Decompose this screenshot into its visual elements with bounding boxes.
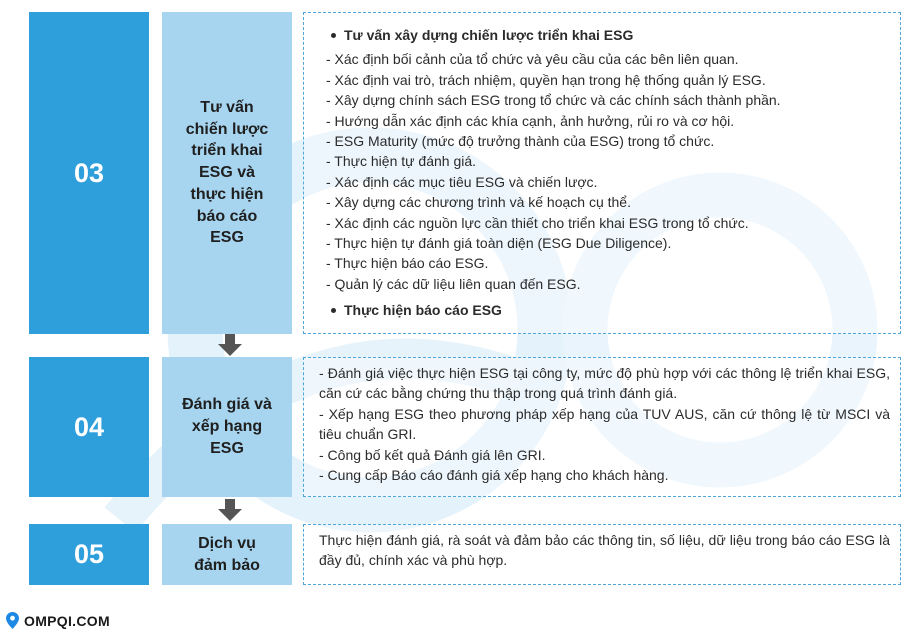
row-04-title: [162, 357, 292, 497]
row-05-title: [162, 524, 292, 585]
list-item: - Xác định vai trò, trách nhiệm, quyền hạn trong hệ thống quản lý ESG.: [326, 71, 766, 88]
row-03-number: 03: [29, 12, 149, 334]
row-05-text: Thực hiện đánh giá, rà soát và đảm bảo các thông tin, số liệu, dữ liệu trong báo cáo ESG là đầy đủ, chính xác và phù hợp.: [319, 532, 890, 569]
title-line: thực hiện: [190, 185, 264, 203]
list-item: - Hướng dẫn xác định các khía cạnh, ảnh hưởng, rủi ro và cơ hội.: [326, 112, 735, 129]
title-line: ESG và: [198, 164, 255, 182]
row-03-title: [162, 12, 292, 334]
title-line: chiến lược: [185, 120, 269, 138]
location-pin-icon: [6, 612, 19, 629]
list-item: - Xây dựng chính sách ESG trong tổ chức và các chính sách thành phần.: [326, 92, 781, 109]
list-item: - Công bố kết quả Đánh giá lên GRI.: [319, 446, 546, 463]
arrow-down-icon: [218, 499, 242, 521]
arrow-down-icon: [218, 334, 242, 356]
footer-brand[interactable]: OMPQI.COM: [24, 612, 110, 629]
title-line: đảm bảo: [194, 556, 260, 574]
bullet-heading: Tư vấn xây dựng chiến lược triển khai ESG: [326, 25, 890, 45]
row-04-content: [303, 357, 901, 497]
bullet-heading: Thực hiện báo cáo ESG: [326, 300, 890, 320]
title-line: Tư vấn: [200, 98, 254, 116]
list-item: - Đánh giá việc thực hiện ESG tại công ty, mức độ phù hợp với các thông lệ triển khai ESG, căn cứ các bằng chứng thu thập trong quá trình đánh giá.: [319, 365, 890, 402]
list-item: - Quản lý các dữ liệu liên quan đến ESG.: [326, 275, 581, 292]
list-item: - Xác định các mục tiêu ESG và chiến lược.: [326, 173, 598, 190]
row-04-number: 04: [29, 357, 149, 497]
row-05-content: [303, 524, 901, 585]
title-line: ESG: [210, 439, 244, 457]
list-item: - ESG Maturity (mức độ trưởng thành của ESG) trong tổ chức.: [326, 133, 715, 150]
title-line: Đánh giá và: [182, 396, 272, 414]
title-line: Dịch vụ: [198, 534, 256, 552]
list-item: - Thực hiện báo cáo ESG.: [326, 255, 489, 272]
title-line: báo cáo: [196, 207, 258, 225]
row-05-number: 05: [29, 524, 149, 585]
list-item: - Cung cấp Báo cáo đánh giá xếp hạng cho khách hàng.: [319, 467, 669, 484]
title-line: triển khai: [191, 142, 263, 160]
list-item: - Thực hiện tự đánh giá.: [326, 153, 477, 170]
title-line: xếp hạng: [191, 418, 263, 436]
list-item: - Thực hiện tự đánh giá toàn diện (ESG Due Diligence).: [326, 235, 672, 252]
row-03-content: [303, 12, 901, 334]
footer: [6, 612, 110, 629]
list-item: - Xác định bối cảnh của tổ chức và yêu cầu của các bên liên quan.: [326, 51, 739, 68]
list-item: - Xây dựng các chương trình và kế hoạch cụ thể.: [326, 194, 631, 211]
list-item: - Xác định các nguồn lực cần thiết cho triển khai ESG trong tổ chức.: [326, 214, 749, 231]
title-line: ESG: [210, 229, 244, 247]
list-item: - Xếp hạng ESG theo phương pháp xếp hạng của TUV AUS, căn cứ thông lệ từ MSCI và tiêu chuẩn GRI.: [319, 405, 890, 443]
